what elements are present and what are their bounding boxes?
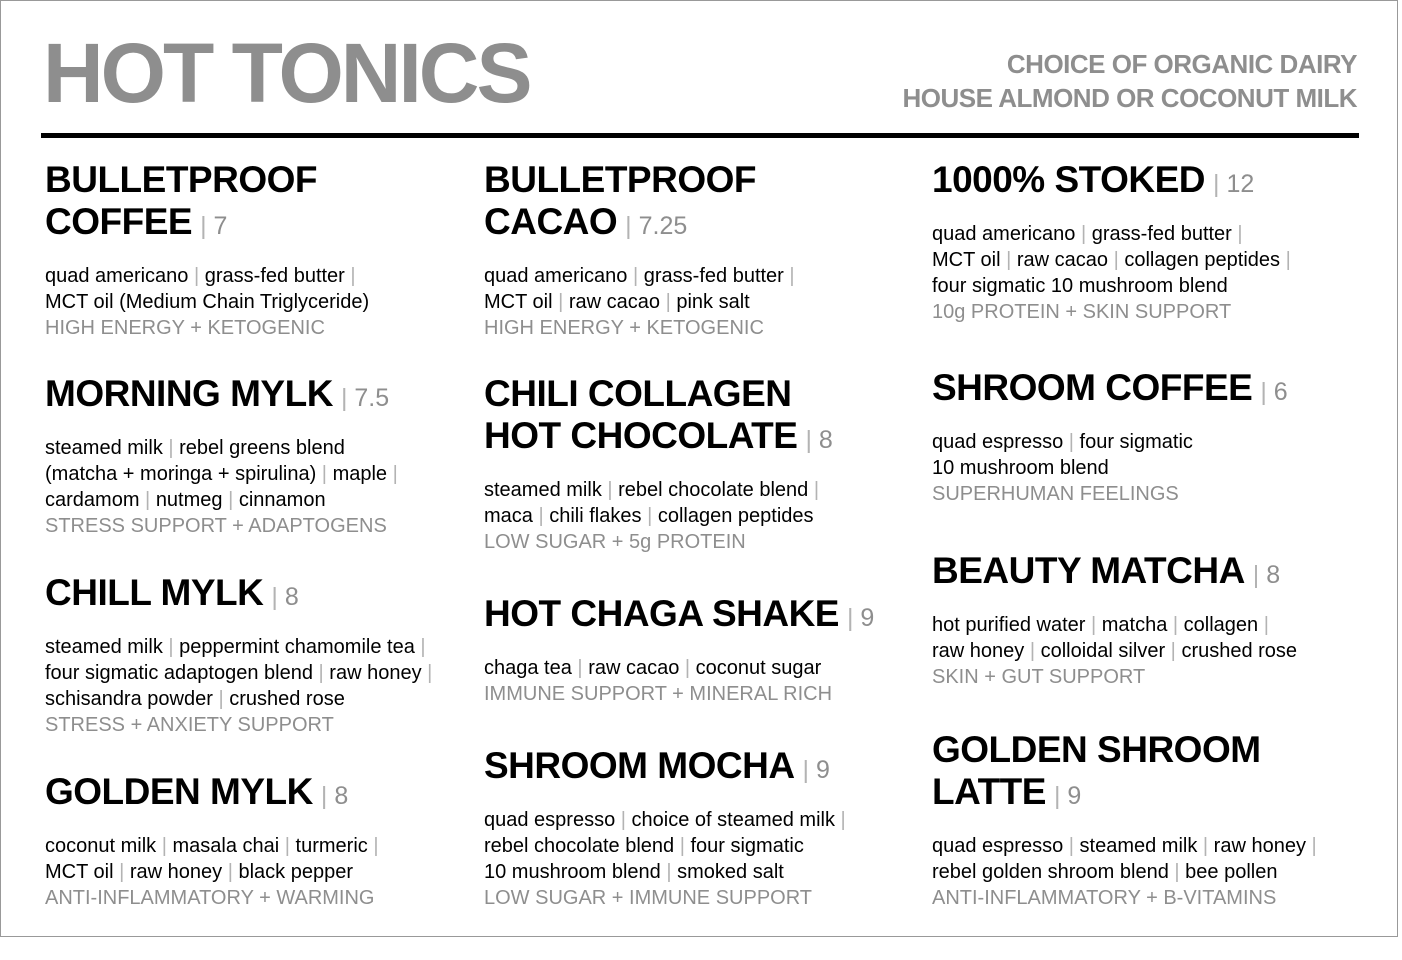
item-price: 8 (334, 782, 349, 810)
item-name: SHROOM MOCHA | 9 (484, 745, 830, 786)
item-name: BULLETPROOF COFFEE | 7 (45, 159, 317, 242)
menu-item-golden-shroom-latte (932, 729, 1317, 911)
menu-item-hot-chaga-shake (484, 593, 874, 707)
item-ingredients: coconut milk | masala chai | turmeric | MCT oil | raw honey | black pepper (45, 835, 379, 883)
item-name: CHILL MYLK | 8 (45, 572, 299, 613)
item-ingredients: quad americano | grass-fed butter | MCT oil | raw cacao | pink salt (484, 265, 795, 313)
menu-title: HOT TONICS (43, 26, 530, 120)
item-name: HOT CHAGA SHAKE | 9 (484, 593, 875, 634)
menu-item-beauty-matcha (932, 550, 1297, 690)
item-ingredients: hot purified water | matcha | collagen | raw honey | colloidal silver | crushed rose (932, 614, 1298, 662)
menu-item-chili-collagen-hot-chocolate (484, 373, 833, 555)
item-price: 8 (1266, 561, 1281, 589)
item-ingredients: quad espresso | choice of steamed milk | rebel chocolate blend | four sigmatic 10 mushroom blend | smoked salt (484, 809, 846, 883)
item-ingredients: steamed milk | peppermint chamomile tea | four sigmatic adaptogen blend | raw honey | schisandra powder | crushed rose (45, 636, 433, 710)
item-name: SHROOM COFFEE | 6 (932, 367, 1288, 408)
item-price: 7 (213, 212, 228, 240)
item-name: 1000% STOKED | 12 (932, 159, 1255, 200)
menu-item-shroom-coffee (932, 367, 1288, 507)
item-benefit: ANTI-INFLAMMATORY + WARMING (45, 887, 375, 909)
item-price: 7.5 (354, 384, 390, 412)
item-benefit: ANTI-INFLAMMATORY + B-VITAMINS (932, 887, 1277, 909)
item-price: 9 (816, 756, 830, 784)
menu-item-chill-mylk (45, 572, 432, 738)
item-benefit: LOW SUGAR + IMMUNE SUPPORT (484, 887, 813, 909)
title-divider (41, 133, 1359, 138)
item-benefit: STRESS + ANXIETY SUPPORT (45, 714, 334, 736)
item-name: GOLDEN SHROOM LATTE | 9 (932, 729, 1261, 812)
item-price: 7.25 (638, 212, 688, 240)
item-ingredients: quad americano | grass-fed butter | MCT oil (Medium Chain Triglyceride) (45, 265, 370, 313)
menu-item-morning-mylk (45, 373, 398, 539)
item-benefit: STRESS SUPPORT + ADAPTOGENS (45, 515, 387, 537)
menu-item-1000-stoked (932, 159, 1291, 325)
item-ingredients: quad espresso | steamed milk | raw honey | rebel golden shroom blend | bee pollen (932, 835, 1317, 883)
item-name: BULLETPROOF CACAO | 7.25 (484, 159, 756, 242)
item-name: CHILI COLLAGEN HOT CHOCOLATE | 8 (484, 373, 833, 456)
menu-item-shroom-mocha (484, 745, 846, 911)
item-name: BEAUTY MATCHA | 8 (932, 550, 1281, 591)
menu-item-bulletproof-cacao (484, 159, 795, 341)
milk-choice-note (903, 47, 1357, 115)
item-ingredients: steamed milk | rebel chocolate blend | maca | chili flakes | collagen peptides (484, 479, 820, 527)
item-benefit: SUPERHUMAN FEELINGS (932, 483, 1179, 505)
item-ingredients: steamed milk | rebel greens blend (matcha + moringa + spirulina) | maple | cardamom | nutmeg | cinnamon (45, 437, 398, 511)
item-price: 8 (284, 583, 299, 611)
item-price: 9 (1067, 782, 1082, 810)
item-ingredients: chaga tea | raw cacao | coconut sugar (484, 657, 822, 679)
item-benefit: IMMUNE SUPPORT + MINERAL RICH (484, 683, 833, 705)
item-price: 12 (1226, 170, 1255, 198)
item-benefit: 10g PROTEIN + SKIN SUPPORT (932, 301, 1232, 323)
item-price: 6 (1273, 378, 1288, 406)
item-ingredients: quad espresso | four sigmatic 10 mushroom blend (932, 431, 1193, 479)
item-benefit: LOW SUGAR + 5g PROTEIN (484, 531, 746, 553)
milk-note-line2: HOUSE ALMOND OR COCONUT MILK (902, 83, 1357, 113)
milk-note-line1: CHOICE OF ORGANIC DAIRY (1006, 49, 1357, 79)
menu-item-golden-mylk (45, 771, 379, 911)
item-benefit: HIGH ENERGY + KETOGENIC (484, 317, 764, 339)
item-price: 9 (860, 604, 875, 632)
item-name: MORNING MYLK | 7.5 (45, 373, 390, 414)
item-ingredients: quad americano | grass-fed butter | MCT oil | raw cacao | collagen peptides | four sigmatic 10 mushroom blend (932, 223, 1291, 297)
menu-item-bulletproof-coffee (45, 159, 369, 341)
item-name: GOLDEN MYLK | 8 (45, 771, 349, 812)
item-price: 8 (818, 426, 833, 454)
item-benefit: HIGH ENERGY + KETOGENIC (45, 317, 325, 339)
item-benefit: SKIN + GUT SUPPORT (932, 666, 1146, 688)
